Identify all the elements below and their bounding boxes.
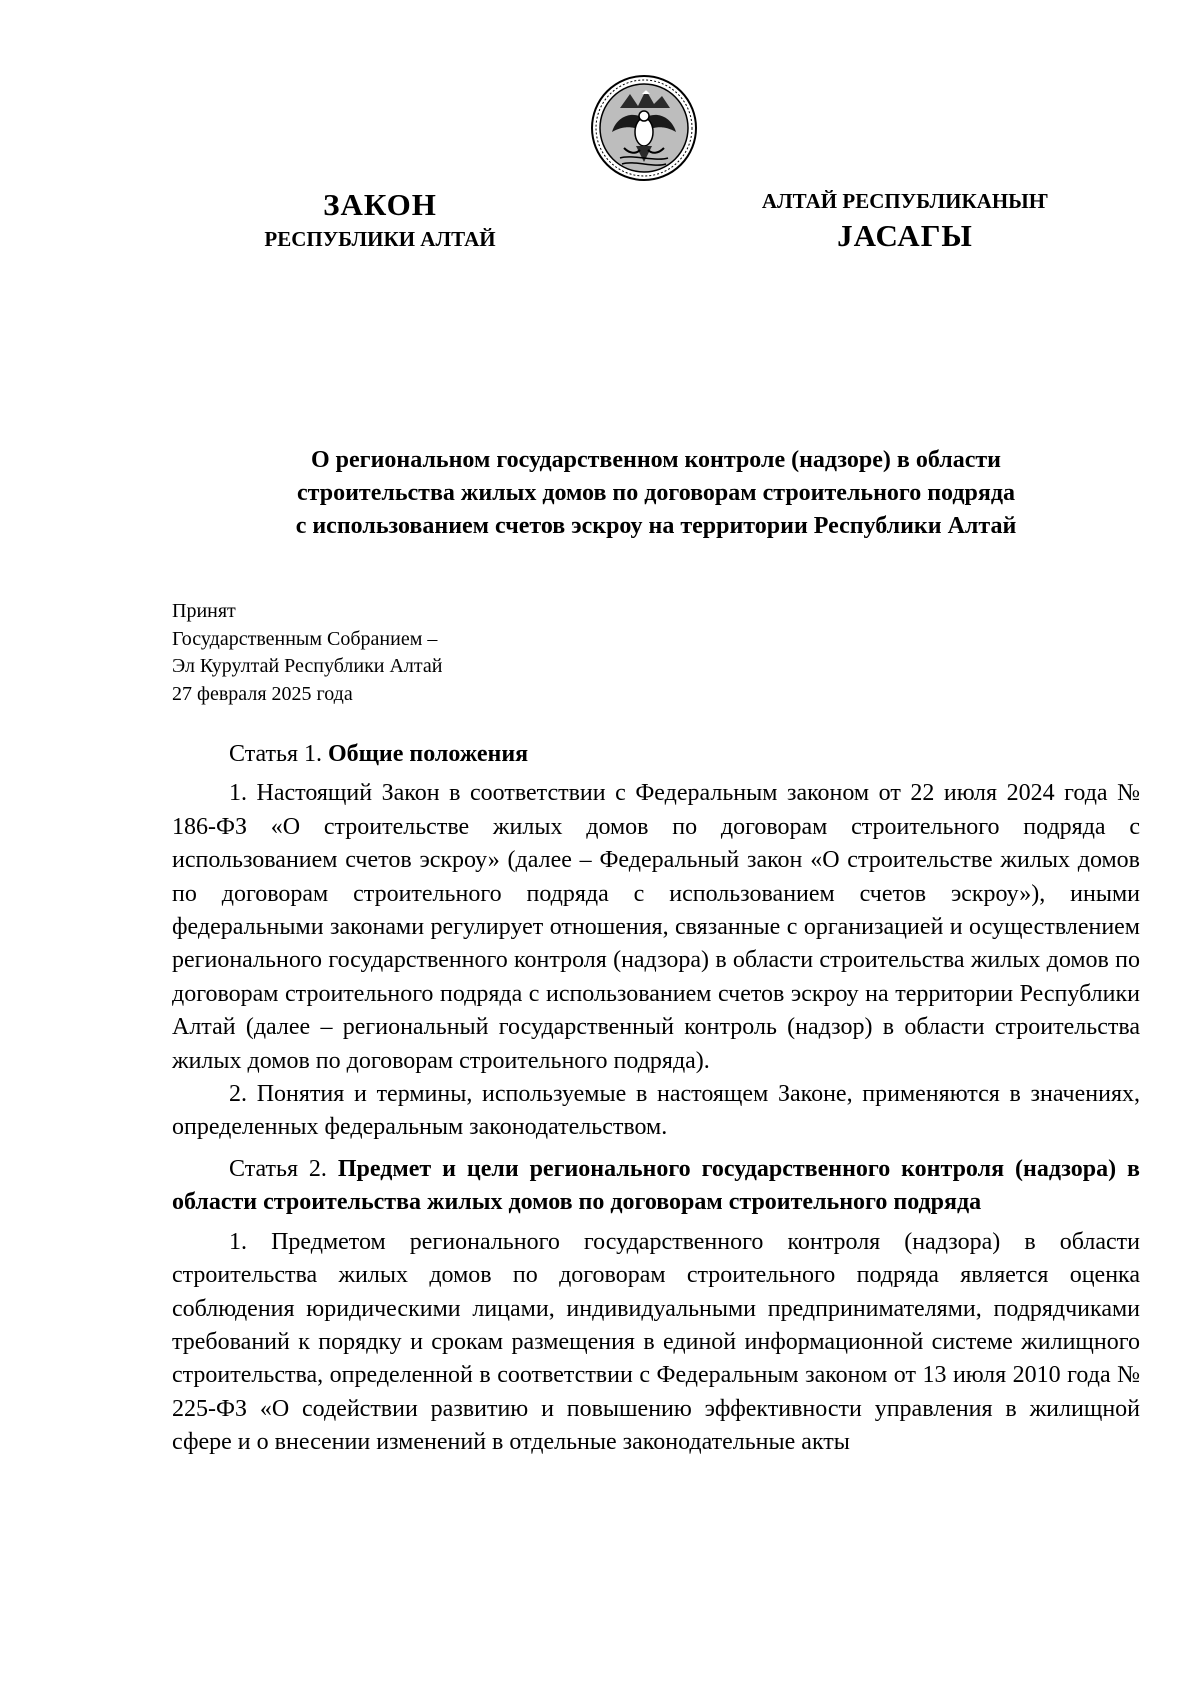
- paragraph: 2. Понятия и термины, используемые в настоящем Законе, применяются в значениях, определенных федеральным законодательством.: [172, 1081, 1140, 1141]
- paragraph: 1. Настоящий Закон в соответствии с Федеральным законом от 22 июля 2024 года № 186-ФЗ «О строительстве жилых домов по договорам строительного подряда с использованием счетов эскроу» (далее – Федеральный закон «О строительстве жилых домов по договорам строительного подряда с использованием счетов эскроу»), иными федеральными законами регулирует отношения, связанные с организацией и осуществлением регионального государственного контроля (надзора) в области строительства жилых домов по договорам строительного подряда с использованием счетов эскроу на территории Республики Алтай (далее – региональный государственный контроль (надзор) в области строительства жилых домов по договорам строительного подряда).: [172, 780, 1140, 1074]
- article-title: Предмет и цели регионального государственного контроля (надзора) в области строительства жилых домов по договорам строительного подряда: [172, 1155, 1140, 1216]
- republic-of-altai-coat-of-arms-icon: [590, 74, 698, 182]
- header-right: [740, 186, 1070, 256]
- law-label-alt: ЈАСАГЫ: [837, 218, 973, 253]
- article-label: Статья 2.: [229, 1155, 338, 1182]
- republic-name-ru: РЕСПУБЛИКИ АЛТАЙ: [264, 227, 496, 251]
- law-title-line: О региональном государственном контроле (надзоре) в области: [311, 447, 1001, 473]
- article-1-heading: [172, 738, 1140, 771]
- coat-of-arms-emblem: [590, 74, 698, 182]
- header-left: [230, 186, 530, 254]
- adoption-block: [172, 598, 442, 708]
- document-body: [172, 738, 1140, 1460]
- paragraph: 1. Предметом регионального государственного контроля (надзора) в области строительства жилых домов по договорам строительного подряда является оценка соблюдения юридическими лицами, индивидуальными предпринимателями, подрядчиками требований к порядку и срокам размещения в единой информационной системе жилищного строительства, определенной в соответствии с Федеральным законом от 13 июля 2010 года № 225-ФЗ «О содействии развитию и повышению эффективности управления в жилищной сфере и о внесении изменений в отдельные законодательные акты: [172, 1228, 1140, 1456]
- adopted-by-assembly: Эл Курултай Республики Алтай: [172, 655, 443, 677]
- law-title-line: с использованием счетов эскроу на территории Республики Алтай: [295, 513, 1017, 539]
- law-title-line: строительства жилых домов по договорам строительного подряда: [297, 480, 1015, 506]
- adopted-label: Принят: [172, 600, 236, 622]
- article-label: Статья 1.: [229, 741, 328, 767]
- republic-name-alt: АЛТАЙ РЕСПУБЛИКАНЫҤ: [761, 189, 1049, 213]
- article-2-heading: [172, 1153, 1140, 1220]
- article-title: Общие положения: [327, 741, 529, 767]
- adopted-by: Государственным Собранием –: [172, 627, 438, 650]
- adopted-date: 27 февраля 2025 года: [172, 682, 353, 705]
- law-title: [172, 444, 1140, 543]
- law-label-ru: ЗАКОН: [323, 187, 437, 222]
